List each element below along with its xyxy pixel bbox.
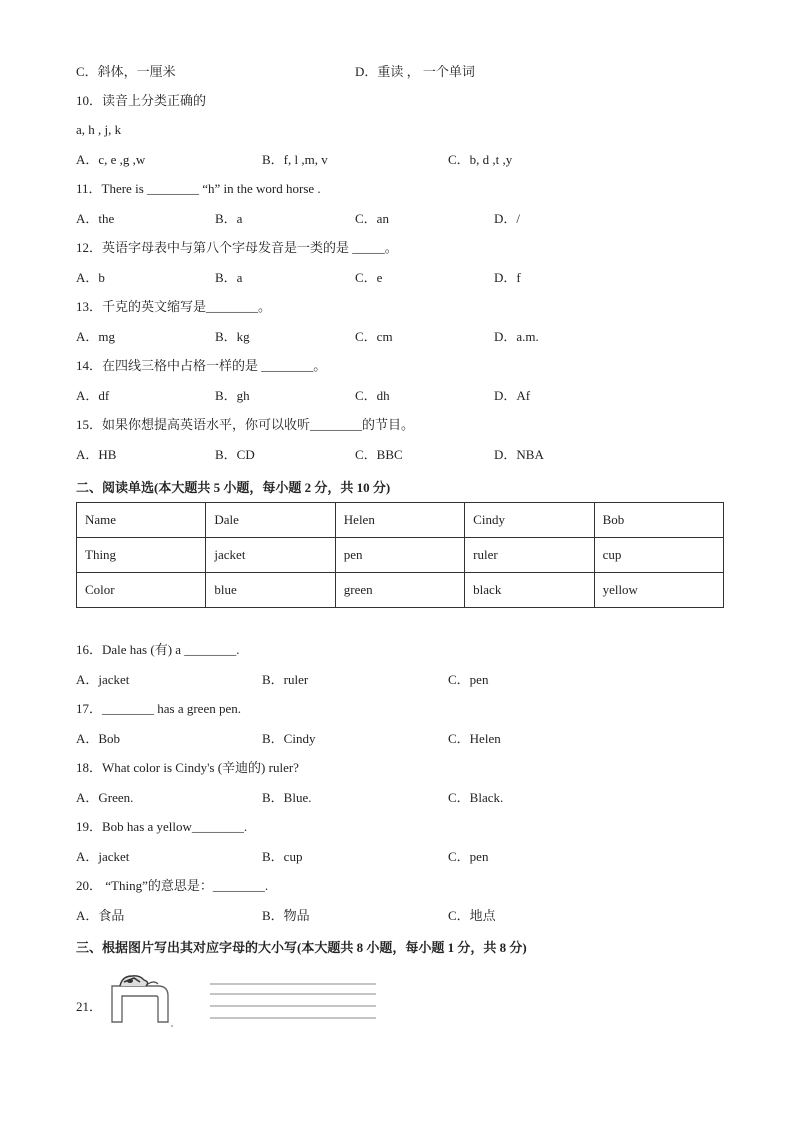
q12-option-c: C．e bbox=[355, 270, 383, 285]
q17-option-c: C．Helen bbox=[448, 731, 501, 746]
section-3-heading: 三、根据图片写出其对应字母的大小写(本大题共 8 小题，每小题 1 分，共 8 分) bbox=[76, 940, 527, 955]
q15-option-b: B．CD bbox=[215, 447, 255, 462]
q15-option-d: D．NBA bbox=[494, 447, 544, 462]
q14-option-d: D．Af bbox=[494, 388, 531, 403]
table-cell: Cindy bbox=[465, 503, 594, 538]
q18-stem: 18．What color is Cindy's (辛迪的) ruler? bbox=[76, 760, 299, 775]
q15-option-c: C．BBC bbox=[355, 447, 403, 462]
q14-option-c: C．dh bbox=[355, 388, 390, 403]
q18-option-c: C．Black. bbox=[448, 790, 504, 805]
q20-option-b: B．物品 bbox=[262, 908, 310, 923]
table-cell: black bbox=[465, 573, 594, 608]
q9-option-c: C．斜体，一厘米 bbox=[76, 64, 176, 79]
section-2-heading: 二、阅读单选(本大题共 5 小题，每小题 2 分，共 10 分) bbox=[76, 480, 391, 495]
q19-option-a: A．jacket bbox=[76, 849, 130, 864]
q9-option-d: D．重读 ， 一个单词 bbox=[355, 64, 475, 79]
q10-option-a: A．c, e ,g ,w bbox=[76, 152, 146, 167]
q14-option-a: A．df bbox=[76, 388, 110, 403]
table-cell: green bbox=[335, 573, 464, 608]
q18-option-b: B．Blue. bbox=[262, 790, 312, 805]
table-row bbox=[77, 503, 724, 538]
q11-option-b: B．a bbox=[215, 211, 243, 226]
letter-n-picture-icon bbox=[110, 972, 174, 1028]
q10-letters: a, h , j, k bbox=[76, 122, 122, 137]
q16-option-c: C．pen bbox=[448, 672, 489, 687]
q10-stem: 10．读音上分类正确的 bbox=[76, 93, 207, 108]
q20-option-a: A．食品 bbox=[76, 908, 125, 923]
table-cell: Helen bbox=[335, 503, 464, 538]
q12-stem: 12．英语字母表中与第八个字母发音是一类的是 _____。 bbox=[76, 240, 398, 255]
q13-option-d: D．a.m. bbox=[494, 329, 539, 344]
q17-option-a: A．Bob bbox=[76, 731, 121, 746]
q15-stem: 15．如果你想提高英语水平，你可以收听________的节目。 bbox=[76, 417, 415, 432]
q16-option-a: A．jacket bbox=[76, 672, 130, 687]
q17-stem: 17．________ has a green pen. bbox=[76, 701, 241, 716]
info-table bbox=[76, 502, 724, 608]
table-cell: Color bbox=[77, 573, 206, 608]
q13-option-c: C．cm bbox=[355, 329, 393, 344]
q12-option-b: B．a bbox=[215, 270, 243, 285]
q21-label: 21． bbox=[76, 999, 103, 1014]
q11-option-d: D．/ bbox=[494, 211, 521, 226]
q13-option-a: A．mg bbox=[76, 329, 116, 344]
q12-option-d: D．f bbox=[494, 270, 521, 285]
q14-option-b: B．gh bbox=[215, 388, 250, 403]
table-cell: ruler bbox=[465, 538, 594, 573]
q12-option-a: A．b bbox=[76, 270, 105, 285]
q20-stem: 20． “Thing”的意思是：________. bbox=[76, 878, 269, 893]
table-cell: Name bbox=[77, 503, 206, 538]
q16-option-b: B．ruler bbox=[262, 672, 309, 687]
table-cell: Bob bbox=[594, 503, 723, 538]
q13-stem: 13．千克的英文缩写是________。 bbox=[76, 299, 272, 314]
q17-option-b: B．Cindy bbox=[262, 731, 316, 746]
q11-stem: 11．There is ________ “h” in the word horse . bbox=[76, 181, 321, 196]
q19-stem: 19．Bob has a yellow________. bbox=[76, 819, 248, 834]
four-line-writing-grid[interactable] bbox=[210, 982, 378, 1022]
q15-option-a: A．HB bbox=[76, 447, 117, 462]
table-cell: Dale bbox=[206, 503, 335, 538]
table-cell: jacket bbox=[206, 538, 335, 573]
table-cell: pen bbox=[335, 538, 464, 573]
q11-option-a: A．the bbox=[76, 211, 115, 226]
table-row bbox=[77, 538, 724, 573]
q19-option-b: B．cup bbox=[262, 849, 303, 864]
q11-option-c: C．an bbox=[355, 211, 389, 226]
q10-option-b: B．f, l ,m, v bbox=[262, 152, 328, 167]
table-cell: cup bbox=[594, 538, 723, 573]
q20-option-c: C．地点 bbox=[448, 908, 496, 923]
table-cell: yellow bbox=[594, 573, 723, 608]
table-cell: blue bbox=[206, 573, 335, 608]
q18-option-a: A．Green. bbox=[76, 790, 134, 805]
q16-stem: 16．Dale has (有) a ________. bbox=[76, 642, 240, 657]
q14-stem: 14．在四线三格中占格一样的是 ________。 bbox=[76, 358, 327, 373]
q10-option-c: C．b, d ,t ,y bbox=[448, 152, 513, 167]
q13-option-b: B．kg bbox=[215, 329, 250, 344]
table-cell: Thing bbox=[77, 538, 206, 573]
q19-option-c: C．pen bbox=[448, 849, 489, 864]
table-row bbox=[77, 573, 724, 608]
